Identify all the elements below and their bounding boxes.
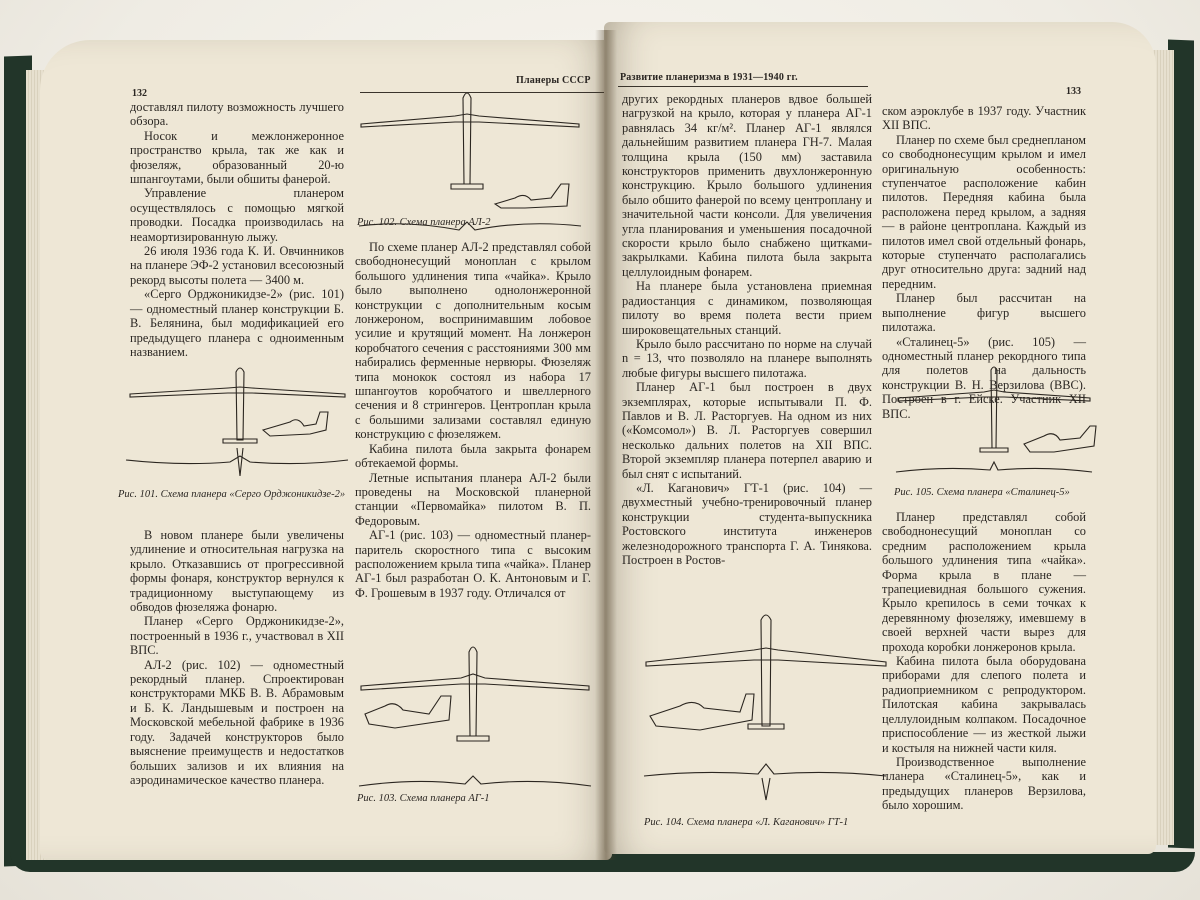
- figure-101-glider-drawing: [120, 360, 350, 475]
- page-number-left: 132: [132, 88, 147, 99]
- paragraph: Кабина пилота была оборудована приборами для слепого полета и радиоприемником с репродуктором. Пилотская кабина закрывалась целлулоидным колпаком. Посадочное приспособление — из жесткой лыжи и костыля на нижней части киля.: [882, 654, 1086, 755]
- paragraph: Носок и межлонжеронное пространство крыла, так же как и фюзеляж, образованный 20-ю шпангоутами, были обшиты фанерой.: [130, 128, 344, 187]
- book-gutter-shadow: [595, 30, 617, 860]
- paragraph: Планер «Серго Орджоникидзе-2», построенный в 1936 г., участвовал в XII ВПС.: [130, 614, 344, 658]
- figure-102-caption: Рис. 102. Схема планера АЛ-2: [357, 217, 491, 228]
- paragraph: Производственное выполнение планера «Сталинец-5», как и предыдущих планеров Верзилова, было хорошим.: [882, 754, 1086, 813]
- left-page: [40, 40, 612, 860]
- paragraph: Планер по схеме был среднепланом со свободнонесущим крылом и имел оригинальную особенность: ступенчатое расположение кабин пилотов. Передняя кабина была расположена перед крылом, а задняя — в районе центроплана. Каждый из пилотов имел свой отдельный фонарь, которые ступенчато располагались друг относительно друга: задний над передним.: [882, 132, 1086, 291]
- paragraph: Крыло было рассчитано по норме на случай n = 13, что позволяло на планере выполнять любые фигуры высшего пилотажа.: [622, 336, 872, 380]
- paragraph: Кабина пилота была закрыта фонарем обтекаемой формы.: [355, 441, 591, 471]
- figure-103-caption: Рис. 103. Схема планера АГ-1: [357, 793, 490, 804]
- paragraph: «Л. Каганович» ГТ-1 (рис. 104) — двухместный учебно-тренировочный планер конструкции студента-выпускника Ростовского института инженеров железнодорожного транспорта Г. А. Тинякова. Построен в Ростов-: [622, 480, 872, 567]
- figure-101-caption: Рис. 101. Схема планера «Серго Орджоникидзе-2»: [118, 489, 346, 500]
- running-head-left: Планеры СССР: [516, 75, 591, 86]
- paragraph: На планере была установлена приемная радиостанция с динамиком, позволяющая пилоту во время полета вести прием широковещательных станций.: [622, 279, 872, 337]
- paragraph: Планер АГ-1 был построен в двух экземплярах, которые испытывали П. Ф. Павлов и В. Л. Расторгуев. На одном из них («Комсомол») В. Л. Расторгуев совершил несколько дальних полетов на XII ВПС. Второй экземпляр планера потерпел аварию и был снят с испытаний.: [622, 380, 872, 481]
- paragraph: доставлял пилоту возможность лучшего обзора.: [130, 100, 344, 129]
- paragraph: В новом планере были увеличены удлинение и относительная нагрузка на крыло. Отказавшись от прогрессивной формы фонаря, конструктор вернулся к традиционному выступающему из обводов фюзеляжа фонарю.: [130, 528, 344, 615]
- paragraph: ском аэроклубе в 1937 году. Участник XII ВПС.: [882, 104, 1086, 133]
- left-column-1b: [130, 528, 344, 787]
- paragraph: По схеме планер АЛ-2 представлял собой свободнонесущий моноплан с крылом большого удлинения типа «чайка». Крыло было выполнено однолонжеронной конструкции с дополнительным косым лонжероном, воспринимавшим лобовое усилие и крутящий момент. На лонжерон коробчатого сечения с расстояниями 300 мм набирались ферменные нервюры. Фюзеляж типа монокок состоял из набора 17 шпангоутов коробчатого и швеллерного сечения и 8 стрингеров. Центроплан крыла с большими зализами составлял единую конструкцию с фюзеляжем.: [355, 240, 591, 442]
- paragraph: АЛ-2 (рис. 102) — одноместный рекордный планер. Спроектирован конструкторами МКБ В. В. Абрамовым и Б. К. Ландышевым и построен на Московской мебельной фабрике в 1936 году. Задачей конструкторов было выяснение преимуществ и недостатков больших зализов и их влияния на аэродинамическое качество планера.: [130, 657, 344, 787]
- figure-105-glider-drawing: [894, 364, 1094, 484]
- right-column-1: [622, 92, 872, 567]
- figure-102-glider-drawing: [355, 80, 585, 210]
- figure-104-glider-drawing: [640, 616, 890, 816]
- header-rule-right: [618, 86, 868, 87]
- page-number-right: 133: [1066, 86, 1081, 97]
- paragraph: Управление планером осуществлялось с помощью мягкой проводки. Посадка производилась на неамортизированную лыжу.: [130, 186, 344, 244]
- paragraph: «Сталинец-5» (рис. 105) — одноместный планер рекордного типа для полетов на дальность конструкции В. Н. Верзилова (ВВС). Построен в г. Ейске. Участник XII ВПС.: [882, 334, 1086, 421]
- right-page: [604, 22, 1156, 854]
- paragraph: «Серго Орджоникидзе-2» (рис. 101) — одноместный планер конструкции Б. В. Белянина, был модификацией его предыдущего планера с одноименным названием.: [130, 287, 344, 359]
- paragraph: Летные испытания планера АЛ-2 были проведены на Московской планерной станции «Первомайка» пилотом В. П. Федоровым.: [355, 470, 591, 528]
- left-column-1: [130, 100, 344, 359]
- running-head-right: Развитие планеризма в 1931—1940 гг.: [620, 72, 798, 83]
- right-column-2b: [882, 510, 1086, 813]
- paragraph: Планер представлял собой свободнонесущий моноплан со средним расположением крыла большого удлинения типа «чайка». Форма крыла в плане — трапециевидная большого сужения. Крыло крепилось в семи точках к деревянному фюзеляжу, имевшему в своей верхней части вырез для прохода коробки лонжеронов крыла.: [882, 510, 1086, 654]
- figure-103-glider-drawing: [355, 644, 595, 794]
- paragraph: АГ-1 (рис. 103) — одноместный планер-паритель скоростного типа с высоким расположением крыла типа «чайка». Планер АГ-1 был разработан О. К. Антоновым и Г. Ф. Грошевым в 1937 году. Отличался от: [355, 528, 591, 600]
- paragraph: других рекордных планеров вдвое большей нагрузкой на крыло, которая у планера АГ-1 равнялась 34 кг/м². Планер АГ-1 являлся дальнейшим развитием планера ГН-7. Малая толщина крыла (150 мм) заставила конструкторов применить двухлонжеронную конструкцию. Крыло большого удлинения было обшито фанерой по всему центроплану и значительной части консоли. Для увеличения угла планирования и уменьшения посадочной скорости крыло было снабжено щитками-закрылками. Кабина пилота была закрыта целлулоидным фонарем.: [622, 92, 872, 279]
- paragraph: 26 июля 1936 года К. И. Овчинников на планере ЭФ-2 установил всесоюзный рекорд высоты полета — 3400 м.: [130, 244, 344, 287]
- paragraph: Планер был рассчитан на выполнение фигур высшего пилотажа.: [882, 291, 1086, 335]
- left-column-2: [355, 240, 591, 600]
- figure-104-caption: Рис. 104. Схема планера «Л. Каганович» ГТ-1: [644, 817, 849, 828]
- figure-105-caption: Рис. 105. Схема планера «Сталинец-5»: [894, 487, 1070, 498]
